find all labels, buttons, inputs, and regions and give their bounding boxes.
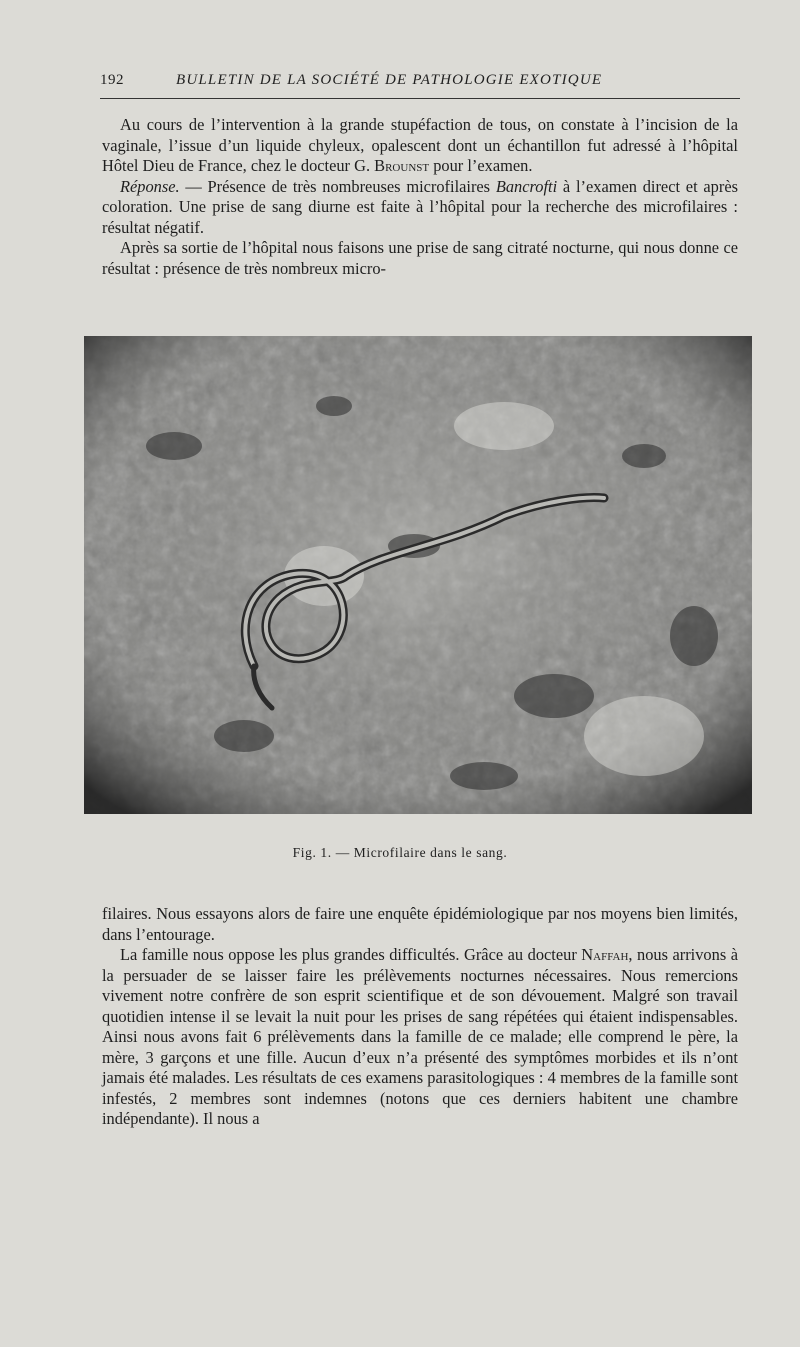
paragraph <box>102 238 738 279</box>
top-text-block <box>102 115 738 279</box>
text-run: — Présence de très nombreuses microfilaires <box>179 176 496 196</box>
text-run: La famille nous oppose les plus grandes difficultés. Grâce au docteur <box>120 945 582 964</box>
text-run: Au cours de l’intervention à la grande stupéfaction de tous, on constate à l’incision de la vaginale, l’issue d’un liquide chyleux, opalescent dont un échantillon fut adressé à l’hôpital Hôtel Dieu de France, chez le docteur G. <box>102 115 738 175</box>
author-name: Naffah <box>581 945 629 964</box>
figure-caption: Fig. 1. — Microfilaire dans le sang. <box>292 845 508 860</box>
bottom-text-block <box>102 904 738 1130</box>
paragraph <box>102 177 738 239</box>
response-label: Réponse. <box>120 176 180 196</box>
text-run: à l’examen direct et après coloration. Une prise de sang diurne est faite à l’hôpital pour la recherche des microfilaires : résultat négatif. <box>102 176 738 237</box>
running-title: BULLETIN DE LA SOCIÉTÉ DE PATHOLOGIE EXOTIQUE <box>176 72 603 88</box>
author-name: Brounst <box>374 156 430 175</box>
micrograph-figure <box>84 336 752 814</box>
paragraph <box>102 115 738 177</box>
paragraph <box>102 945 738 1130</box>
micrograph-image <box>84 336 752 814</box>
paragraph <box>102 904 738 945</box>
text-run: filaires. Nous essayons alors de faire une enquête épidémiologique par nos moyens bien limités, dans l’entourage. <box>102 904 738 944</box>
text-run: Après sa sortie de l’hôpital nous faisons une prise de sang citraté nocturne, qui nous donne ce résultat : présence de très nombreux micro- <box>102 238 738 278</box>
species-name: Bancrofti <box>495 176 558 196</box>
text-run: , nous arrivons à la persuader de se laisser faire les prélèvements nocturnes nécessaires. Nous remercions vivement notre confrère de son esprit scientifique et de son dévouement. Malgré son travail quotidien intense il se levait la nuit pour les prises de sang répétées qui étaient indispensables. Ainsi nous avons fait 6 prélèvements dans la famille de ce malade; elle comprend le père, la mère, 3 garçons et une fille. Aucun d’eux n’a présenté des symptômes morbides et ils n’ont jamais été malades. Les résultats de ces examens parasitologiques : 4 membres de la famille sont infestés, 2 membres sont indemnes (notons que ces derniers habitent une chambre indépendante). Il nous a <box>102 945 738 1128</box>
page-number: 192 <box>100 72 124 88</box>
page-header <box>100 72 740 99</box>
text-run: pour l’examen. <box>429 156 533 175</box>
